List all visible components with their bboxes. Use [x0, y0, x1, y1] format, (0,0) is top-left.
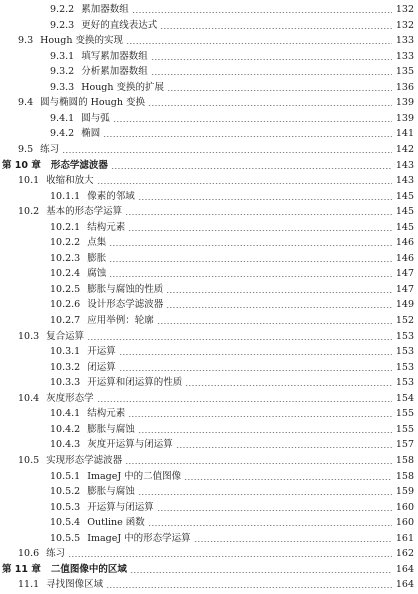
dot-leader [125, 463, 392, 464]
entry-number: 10.5.3 [50, 501, 81, 513]
dot-leader [109, 245, 392, 246]
entry-page-number: 160 [395, 517, 414, 529]
entry-page-number: 161 [395, 532, 414, 544]
entry-page-number: 155 [395, 423, 414, 435]
entry-number: 10.2.5 [50, 283, 81, 295]
entry-number: 10.3.1 [50, 346, 81, 358]
dot-leader [148, 525, 392, 526]
entry-page-number: 143 [395, 159, 414, 171]
entry-page-number: 141 [395, 128, 414, 140]
subsection-entry [0, 404, 418, 420]
entry-number: 10.2.3 [50, 252, 81, 264]
entry-page-number: 153 [395, 330, 414, 342]
entry-number: 10.2.6 [50, 299, 81, 311]
entry-page-number: 136 [395, 81, 414, 93]
entry-number: 9.4.2 [50, 128, 75, 140]
subsection-entry [0, 467, 418, 483]
entry-page-number: 153 [395, 377, 414, 389]
dot-leader [176, 447, 392, 448]
entry-title: 分析累加器数组 [81, 66, 148, 78]
subsection-entry [0, 311, 418, 327]
subsection-entry [0, 187, 418, 203]
dot-leader [166, 307, 392, 308]
dot-leader [119, 354, 392, 355]
entry-page-number: 146 [395, 252, 414, 264]
subsection-entry [0, 529, 418, 545]
subsection-entry [0, 124, 418, 140]
section-entry [0, 327, 418, 343]
entry-page-number: 132 [395, 4, 414, 15]
entry-title: 复合运算 [46, 330, 85, 342]
subsection-entry [0, 109, 418, 125]
entry-page-number: 133 [395, 50, 414, 62]
dot-leader [167, 90, 392, 91]
entry-title: 填写累加器数组 [81, 50, 148, 62]
entry-page-number: 147 [395, 268, 414, 280]
entry-number: 9.3.3 [50, 81, 75, 93]
entry-number: 10.2.7 [50, 315, 81, 326]
entry-title: 灰度开运算与闭运算 [87, 439, 173, 451]
entry-title: 累加器数组 [81, 4, 129, 15]
entry-number: 11.1 [18, 579, 40, 591]
section-entry [0, 451, 418, 467]
entry-page-number: 164 [395, 563, 414, 575]
entry-title: 形态学滤波器 [50, 159, 108, 171]
entry-number: 10.5 [18, 454, 40, 466]
entry-number: 10.4.2 [50, 423, 81, 435]
chapter-entry [0, 156, 418, 172]
entry-number: 9.3.1 [50, 50, 75, 62]
entry-page-number: 160 [395, 501, 414, 513]
entry-number: 10.5.1 [50, 470, 81, 482]
entry-number: 10.5.4 [50, 517, 81, 529]
entry-title: 闭运算 [87, 361, 116, 373]
entry-title: 应用举例：轮廓 [87, 315, 154, 326]
entry-number: 10.4.3 [50, 439, 81, 451]
entry-page-number: 142 [395, 143, 414, 155]
entry-number: 10.2.2 [50, 237, 81, 249]
entry-title: 寻找图像区域 [46, 579, 104, 591]
dot-leader [151, 59, 392, 60]
subsection-entry [0, 435, 418, 451]
subsection-entry [0, 373, 418, 389]
section-entry [0, 544, 418, 560]
dot-leader [125, 214, 392, 215]
subsection-entry [0, 62, 418, 78]
entry-title: 结构元素 [87, 221, 126, 233]
subsection-entry [0, 0, 418, 16]
entry-number: 10.3.2 [50, 361, 81, 373]
subsection-entry [0, 249, 418, 265]
entry-number: 9.4 [18, 97, 34, 109]
entry-number: 10.2.4 [50, 268, 81, 280]
subsection-entry [0, 78, 418, 94]
entry-number: 10.6 [18, 548, 40, 560]
entry-title: 像素的邻域 [87, 190, 135, 202]
entry-title: Hough 变换的扩展 [81, 81, 165, 93]
entry-title: 结构元素 [87, 408, 126, 420]
subsection-entry [0, 498, 418, 514]
entry-page-number: 145 [395, 206, 414, 218]
subsection-entry [0, 482, 418, 498]
dot-leader [97, 183, 392, 184]
entry-page-number: 135 [395, 66, 414, 78]
entry-number: 9.2.2 [50, 4, 75, 15]
entry-title: 膨胀与腐蚀 [87, 423, 135, 435]
dot-leader [166, 292, 392, 293]
entry-title: 更好的直线表达式 [81, 19, 158, 31]
entry-number: 9.3.2 [50, 66, 75, 78]
dot-leader [157, 323, 392, 324]
entry-number: 第 11 章 [2, 563, 41, 575]
entry-page-number: 147 [395, 283, 414, 295]
subsection-entry [0, 342, 418, 358]
section-entry [0, 575, 418, 591]
dot-leader [103, 136, 392, 137]
dot-leader [157, 510, 392, 511]
section-entry [0, 389, 418, 405]
dot-leader [119, 370, 392, 371]
dot-leader [128, 416, 392, 417]
entry-number: 10.1 [18, 175, 40, 187]
entry-page-number: 145 [395, 221, 414, 233]
section-entry [0, 31, 418, 47]
subsection-entry [0, 295, 418, 311]
entry-title: 圆与弧 [81, 112, 110, 124]
entry-page-number: 162 [395, 548, 414, 560]
dot-leader [68, 556, 392, 557]
section-entry [0, 93, 418, 109]
dot-leader [194, 541, 392, 542]
entry-page-number: 153 [395, 346, 414, 358]
subsection-entry [0, 420, 418, 436]
entry-page-number: 158 [395, 454, 414, 466]
dot-leader [128, 230, 392, 231]
entry-title: 开运算 [87, 346, 116, 358]
dot-leader [148, 105, 392, 106]
dot-leader [87, 339, 392, 340]
entry-title: ImageJ 中的二值图像 [87, 470, 182, 482]
entry-number: 10.5.2 [50, 486, 81, 498]
entry-number: 10.4.1 [50, 408, 81, 420]
entry-title: Hough 变换的实现 [40, 35, 123, 47]
entry-title: 练习 [40, 143, 60, 155]
chapter-entry [0, 560, 418, 576]
dot-leader [97, 401, 392, 402]
entry-number: 10.2 [18, 206, 40, 218]
subsection-entry [0, 264, 418, 280]
entry-page-number: 145 [395, 190, 414, 202]
entry-number: 第 10 章 [2, 159, 41, 171]
subsection-entry [0, 358, 418, 374]
entry-page-number: 159 [395, 486, 414, 498]
entry-title: 二值图像中的区域 [50, 563, 127, 575]
subsection-entry [0, 233, 418, 249]
entry-page-number: 143 [395, 175, 414, 187]
dot-leader [111, 168, 392, 169]
subsection-entry [0, 16, 418, 32]
entry-page-number: 153 [395, 361, 414, 373]
dot-leader [184, 479, 392, 480]
entry-title: 实现形态学滤波器 [46, 454, 123, 466]
entry-title: 基本的形态学运算 [46, 206, 123, 218]
entry-title: 圆与椭圆的 Hough 变换 [40, 97, 145, 109]
entry-number: 10.2.1 [50, 221, 81, 233]
entry-title: 膨胀 [87, 252, 107, 264]
entry-number: 10.4 [18, 392, 40, 404]
subsection-entry [0, 47, 418, 63]
entry-page-number: 146 [395, 237, 414, 249]
subsection-entry [0, 513, 418, 529]
dot-leader [113, 121, 392, 122]
entry-title: 腐蚀 [87, 268, 107, 280]
entry-title: Outline 函数 [87, 517, 145, 529]
entry-number: 9.5 [18, 143, 34, 155]
entry-page-number: 158 [395, 470, 414, 482]
dot-leader [185, 385, 392, 386]
entry-title: 练习 [46, 548, 66, 560]
entry-number: 10.1.1 [50, 190, 81, 202]
dot-leader [106, 587, 392, 588]
dot-leader [138, 494, 392, 495]
dot-leader [126, 43, 392, 44]
dot-leader [151, 74, 392, 75]
entry-title: 开运算与闭运算 [87, 501, 154, 513]
dot-leader [132, 12, 392, 13]
section-entry [0, 202, 418, 218]
dot-leader [62, 152, 392, 153]
entry-page-number: 139 [395, 112, 414, 124]
entry-number: 10.3 [18, 330, 40, 342]
entry-number: 9.3 [18, 35, 34, 47]
dot-leader [109, 276, 392, 277]
entry-page-number: 157 [395, 439, 414, 451]
entry-number: 9.2.3 [50, 19, 75, 31]
entry-title: 点集 [87, 237, 107, 249]
dot-leader [109, 261, 392, 262]
entry-page-number: 149 [395, 299, 414, 311]
entry-title: 设计形态学滤波器 [87, 299, 164, 311]
entry-page-number: 164 [395, 579, 414, 591]
entry-title: ImageJ 中的形态学运算 [87, 532, 191, 544]
entry-title: 收缩和放大 [46, 175, 94, 187]
section-entry [0, 140, 418, 156]
dot-leader [138, 199, 392, 200]
entry-page-number: 132 [395, 19, 414, 31]
entry-title: 膨胀与腐蚀的性质 [87, 283, 164, 295]
entry-page-number: 155 [395, 408, 414, 420]
entry-title: 开运算和闭运算的性质 [87, 377, 183, 389]
subsection-entry [0, 280, 418, 296]
entry-title: 椭圆 [81, 128, 101, 140]
subsection-entry [0, 218, 418, 234]
dot-leader [138, 432, 392, 433]
entry-title: 膨胀与腐蚀 [87, 486, 135, 498]
entry-number: 9.4.1 [50, 112, 75, 124]
section-entry [0, 171, 418, 187]
entry-page-number: 154 [395, 392, 414, 404]
entry-page-number: 139 [395, 97, 414, 109]
entry-page-number: 133 [395, 35, 414, 47]
entry-number: 10.5.5 [50, 532, 81, 544]
entry-number: 10.3.3 [50, 377, 81, 389]
entry-title: 灰度形态学 [46, 392, 94, 404]
dot-leader [160, 28, 392, 29]
dot-leader [130, 572, 392, 573]
entry-page-number: 152 [395, 315, 414, 326]
